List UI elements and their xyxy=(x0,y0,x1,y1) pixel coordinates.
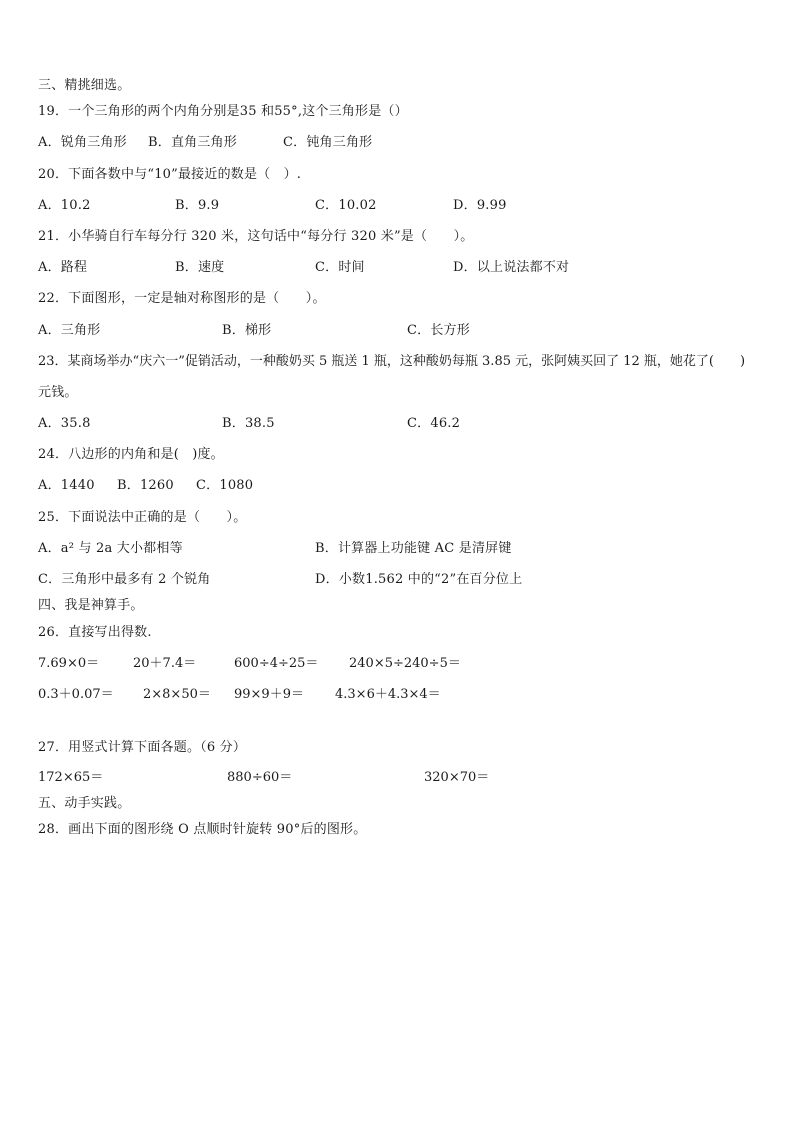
question-19-option-c: C．钝角三角形 xyxy=(283,135,373,150)
question-21-stem: 21．小华骑自行车每分行 320 米，这句话中“每分行 320 米”是（ ）。 xyxy=(38,229,474,244)
question-20-option-b: B．9.9 xyxy=(175,198,220,213)
question-23-stem-continued: 元钱。 xyxy=(38,385,78,400)
question-25-stem: 25．下面说法中正确的是（ ）。 xyxy=(38,510,247,525)
question-24-option-b: B．1260 xyxy=(117,478,174,493)
q27-item-2: 880÷60＝ xyxy=(227,770,293,785)
section-3-title: 三、精挑细选。 xyxy=(38,78,131,93)
question-22-option-b: B．梯形 xyxy=(222,323,272,338)
question-22-option-a: A．三角形 xyxy=(38,323,101,338)
q26-expr-3: 600÷4÷25＝ xyxy=(234,656,319,671)
question-25-option-b: B．计算器上功能键 AC 是清屏键 xyxy=(315,541,512,556)
question-19-option-b: B．直角三角形 xyxy=(148,135,237,150)
question-22-stem: 22．下面图形，一定是轴对称图形的是（ ）。 xyxy=(38,291,326,306)
q26-expr-1: 7.69×0＝ xyxy=(38,656,100,671)
q26-expr-7: 99×9＋9＝ xyxy=(234,687,304,702)
question-20-option-c: C．10.02 xyxy=(315,198,377,213)
question-21-option-a: A．路程 xyxy=(38,260,88,275)
question-23-option-c: C．46.2 xyxy=(407,416,461,431)
question-19-stem: 19．一个三角形的两个内角分别是35 和55°,这个三角形是（） xyxy=(38,104,408,119)
question-25-option-c: C．三角形中最多有 2 个锐角 xyxy=(38,572,211,587)
question-21-option-d: D．以上说法都不对 xyxy=(453,260,570,275)
q27-item-1: 172×65＝ xyxy=(38,770,104,785)
question-21-option-b: B．速度 xyxy=(175,260,225,275)
question-23-option-b: B．38.5 xyxy=(222,416,275,431)
question-23-stem: 23．某商场举办“庆六一”促销活动，一种酸奶买 5 瓶送 1 瓶，这种酸奶每瓶 3.85 元，张阿姨买回了 12 瓶，她花了( ) xyxy=(38,354,746,369)
question-24-stem: 24．八边形的内角和是( )度。 xyxy=(38,447,224,462)
question-19-option-a: A．锐角三角形 xyxy=(38,135,127,150)
q27-item-3: 320×70＝ xyxy=(424,770,490,785)
question-22-option-c: C．长方形 xyxy=(407,323,470,338)
q26-expr-8: 4.3×6＋4.3×4＝ xyxy=(335,687,441,702)
q26-expr-4: 240×5÷240÷5＝ xyxy=(349,656,461,671)
q26-expr-5: 0.3＋0.07＝ xyxy=(38,687,114,702)
question-25-option-d: D．小数1.562 中的“2”在百分位上 xyxy=(315,572,523,587)
question-20-option-a: A．10.2 xyxy=(38,198,91,213)
question-28-stem: 28．画出下面的图形绕 O 点顺时针旋转 90°后的图形。 xyxy=(38,822,367,837)
question-20-stem: 20．下面各数中与“10”最接近的数是（ ）. xyxy=(38,167,302,182)
section-5-title: 五、动手实践。 xyxy=(38,796,131,811)
question-25-option-a: A．a² 与 2a 大小都相等 xyxy=(38,541,183,556)
q26-expr-6: 2×8×50＝ xyxy=(143,687,211,702)
question-20-option-d: D．9.99 xyxy=(453,198,507,213)
question-21-option-c: C．时间 xyxy=(315,260,365,275)
question-26-stem: 26．直接写出得数. xyxy=(38,625,152,640)
question-23-option-a: A．35.8 xyxy=(38,416,91,431)
question-27-stem: 27．用竖式计算下面各题。（6 分） xyxy=(38,740,247,755)
q26-expr-2: 20＋7.4＝ xyxy=(133,656,197,671)
section-4-title: 四、我是神算手。 xyxy=(38,598,144,613)
question-24-option-c: C．1080 xyxy=(196,478,254,493)
question-24-option-a: A．1440 xyxy=(38,478,95,493)
